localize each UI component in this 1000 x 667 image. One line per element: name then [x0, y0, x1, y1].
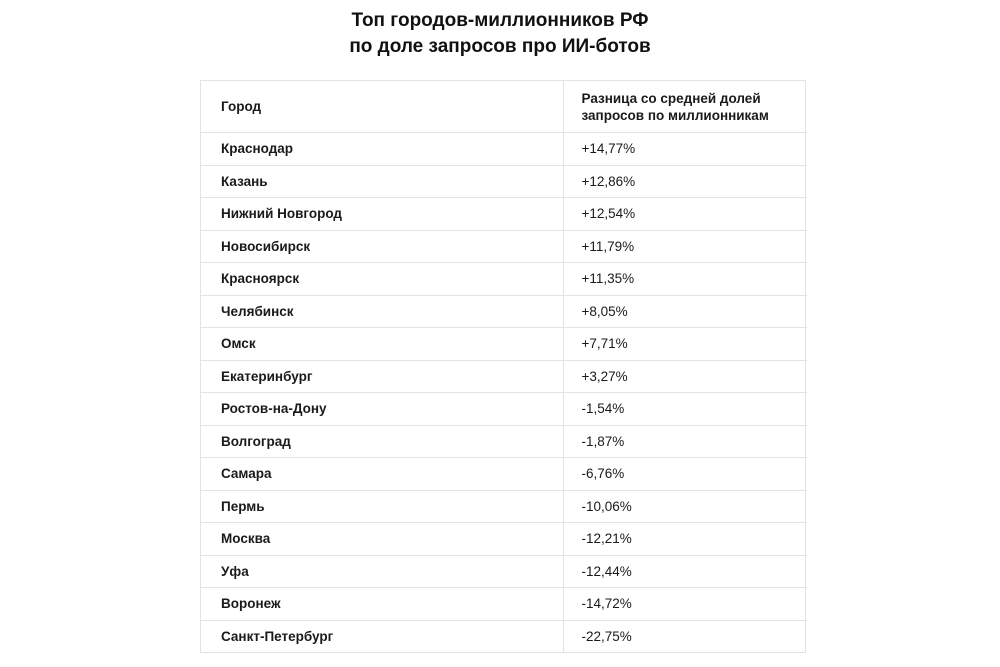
city-table-container [200, 80, 806, 653]
city-cell: Уфа [201, 555, 563, 588]
value-cell: +12,86% [563, 165, 807, 198]
value-cell: +12,54% [563, 198, 807, 231]
table-row [201, 133, 807, 166]
city-cell: Нижний Новгород [201, 198, 563, 231]
table-row [201, 425, 807, 458]
value-cell: +11,79% [563, 230, 807, 263]
city-cell: Самара [201, 458, 563, 491]
city-cell: Пермь [201, 490, 563, 523]
table-header-row [201, 81, 807, 133]
value-cell: -12,21% [563, 523, 807, 556]
value-cell: -1,54% [563, 393, 807, 426]
table-row [201, 328, 807, 361]
value-cell: +8,05% [563, 295, 807, 328]
city-cell: Санкт-Петербург [221, 628, 334, 644]
table-row [201, 458, 807, 491]
city-table [201, 81, 807, 652]
value-cell: -12,44% [563, 555, 807, 588]
city-cell: Красноярск [201, 263, 563, 296]
value-cell: -1,87% [563, 425, 807, 458]
value-cell: +14,77% [563, 133, 807, 166]
table-row [201, 620, 807, 652]
table-row [201, 523, 807, 556]
column-header-diff [563, 81, 807, 133]
city-cell: Воронеж [201, 588, 563, 621]
page-title [0, 8, 1000, 60]
table-row [201, 295, 807, 328]
column-header-diff-label: Разница со средней долей запросов по миллионникам [581, 90, 769, 123]
table-row [201, 490, 807, 523]
value-cell: +3,27% [563, 360, 807, 393]
table-row [201, 230, 807, 263]
title-line-1: Топ городов-миллионников РФ [351, 10, 649, 31]
table-row [201, 588, 807, 621]
city-cell: Новосибирск [201, 230, 563, 263]
city-cell: Омск [201, 328, 563, 361]
city-cell: Челябинск [201, 295, 563, 328]
column-header-city: Город [201, 81, 563, 133]
value-cell: -22,75% [563, 620, 807, 652]
city-cell: Ростов-на-Дону [201, 393, 563, 426]
table-row [201, 198, 807, 231]
city-cell: Екатеринбург [201, 360, 563, 393]
table-row [201, 393, 807, 426]
value-cell: -6,76% [563, 458, 807, 491]
city-cell: Краснодар [201, 133, 563, 166]
table-row [201, 555, 807, 588]
value-cell: +7,71% [563, 328, 807, 361]
city-cell: Казань [201, 165, 563, 198]
value-cell: +11,35% [563, 263, 807, 296]
table-row [201, 165, 807, 198]
table-row [201, 360, 807, 393]
value-cell: -14,72% [563, 588, 807, 621]
city-cell: Волгоград [201, 425, 563, 458]
city-cell: Москва [201, 523, 563, 556]
table-row [201, 263, 807, 296]
title-line-2: по доле запросов про ИИ-ботов [349, 36, 651, 57]
value-cell: -10,06% [563, 490, 807, 523]
